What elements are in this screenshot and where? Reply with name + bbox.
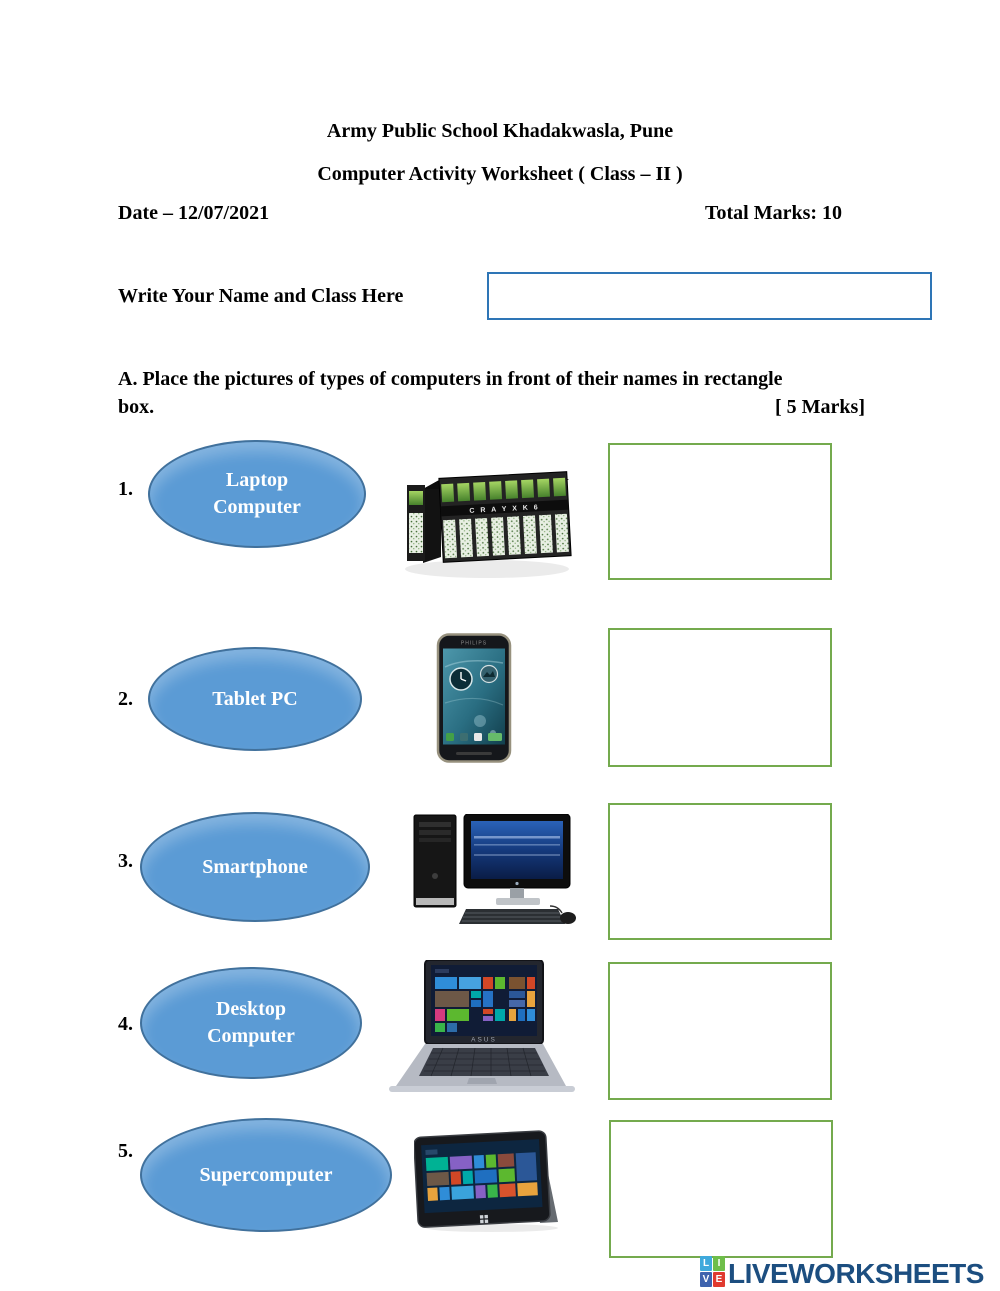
logo-tile-v: V	[700, 1272, 712, 1287]
drop-box-2[interactable]	[608, 628, 832, 767]
item-number: 5.	[118, 1140, 133, 1162]
item-label-ellipse: Laptop Computer	[148, 440, 366, 548]
item-number: 1.	[118, 478, 133, 500]
section-a-instruction: A. Place the pictures of types of computers in front of their names in rectangle	[118, 368, 783, 390]
laptop-illustration	[383, 960, 579, 1096]
smartphone-image[interactable]	[436, 633, 512, 765]
supercomputer-image[interactable]	[395, 455, 577, 581]
tablet-image[interactable]	[414, 1128, 562, 1234]
item-number: 2.	[118, 688, 133, 710]
logo-tile-i: I	[713, 1256, 725, 1271]
drop-box-3[interactable]	[608, 803, 832, 940]
item-label-ellipse: Supercomputer	[140, 1118, 392, 1232]
svg-text:PHILIPS: PHILIPS	[460, 640, 488, 647]
logo-tile-e: E	[713, 1272, 725, 1287]
section-a-marks: [ 5 Marks]	[775, 396, 865, 418]
supercomputer-illustration	[395, 455, 577, 581]
name-input[interactable]	[487, 272, 932, 320]
item-label-ellipse: Smartphone	[140, 812, 370, 922]
svg-text:C R A Y X K 6: C R A Y X K 6	[469, 504, 540, 515]
tablet-illustration	[414, 1128, 562, 1234]
laptop-image[interactable]	[383, 960, 579, 1096]
section-a-instruction-cont: box.	[118, 396, 155, 418]
item-number: 3.	[118, 850, 133, 872]
date-label: Date – 12/07/2021	[118, 202, 270, 224]
drop-box-5[interactable]	[609, 1120, 833, 1258]
name-prompt-label: Write Your Name and Class Here	[118, 285, 404, 307]
drop-box-1[interactable]	[608, 443, 832, 580]
drop-box-4[interactable]	[608, 962, 832, 1100]
desktop-computer-illustration	[408, 814, 576, 928]
liveworksheets-icon	[700, 1256, 725, 1287]
svg-text:ASUS: ASUS	[471, 1036, 497, 1044]
item-label-ellipse: Tablet PC	[148, 647, 362, 751]
item-label-ellipse: Desktop Computer	[140, 967, 362, 1079]
total-marks-label: Total Marks: 10	[705, 202, 843, 224]
brand-text: LIVEWORKSHEETS	[728, 1258, 984, 1289]
worksheet-title: Computer Activity Worksheet ( Class – II )	[317, 163, 683, 185]
smartphone-illustration	[436, 633, 512, 765]
logo-tile-l: L	[700, 1256, 712, 1271]
item-number: 4.	[118, 1013, 133, 1035]
liveworksheets-logo[interactable]	[700, 1256, 984, 1288]
desktop-computer-image[interactable]	[408, 814, 576, 928]
school-title: Army Public School Khadakwasla, Pune	[326, 120, 674, 142]
